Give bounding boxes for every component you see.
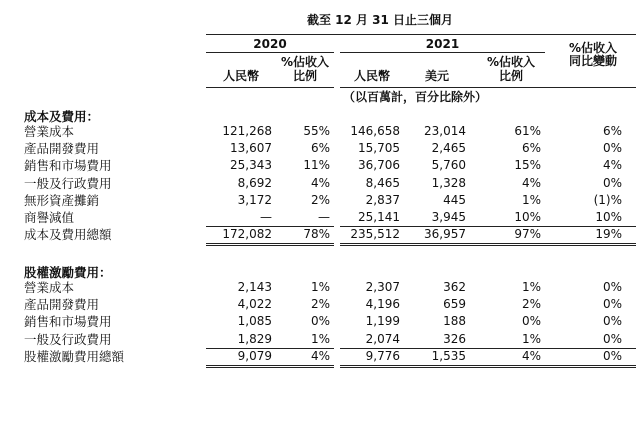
cell-p2020: 11% xyxy=(303,158,330,173)
total-double-rule xyxy=(340,367,636,368)
cell-v2021: 235,512 xyxy=(350,227,400,242)
cell-v2021: 4,196 xyxy=(365,297,400,312)
cell-v2020: — xyxy=(260,210,272,224)
pct-2021-heading: %佔收入 比例 xyxy=(486,55,536,83)
row-label: 銷售和市場費用 xyxy=(24,314,112,330)
total-top-rule xyxy=(206,226,334,227)
cell-p2021: 10% xyxy=(514,210,541,224)
cell-v2021: 36,706 xyxy=(358,158,400,173)
cell-usd: 659 xyxy=(443,297,466,312)
cell-usd: 1,328 xyxy=(431,175,466,190)
cell-v2020: 1,085 xyxy=(237,314,272,329)
cell-p2020: 2% xyxy=(310,192,330,207)
cell-v2020: 1,829 xyxy=(237,331,272,346)
total-double-rule xyxy=(340,245,636,246)
cell-p2021: 4% xyxy=(521,175,541,190)
row-label: 一般及行政費用 xyxy=(24,175,112,191)
cell-v2020: 4,022 xyxy=(237,297,272,312)
cell-p2021: 1% xyxy=(521,280,541,294)
cell-yoy: 4% xyxy=(602,158,622,173)
year-2020-rule xyxy=(206,52,334,53)
cell-v2020: 2,143 xyxy=(237,280,272,294)
total-top-rule xyxy=(340,348,636,349)
cell-p2020: 4% xyxy=(310,348,330,363)
cell-yoy: 19% xyxy=(595,227,622,242)
usd-2021-heading: 美元 xyxy=(424,69,449,83)
row-label: 一般及行政費用 xyxy=(24,331,112,347)
cell-p2021: 1% xyxy=(521,192,541,207)
total-double-rule xyxy=(206,367,334,368)
cell-p2021: 61% xyxy=(514,124,541,138)
cell-p2021: 0% xyxy=(521,314,541,329)
cell-usd: 1,535 xyxy=(431,348,466,363)
cell-v2020: 25,343 xyxy=(230,158,272,173)
year-2020-heading: 2020 xyxy=(253,37,287,51)
period-rule xyxy=(206,34,636,35)
table-row xyxy=(0,141,640,157)
cell-usd: 2,465 xyxy=(431,141,466,156)
cell-yoy: (1)% xyxy=(593,192,622,207)
total-row xyxy=(0,227,640,243)
section-sbc-title: 股權激勵費用： xyxy=(24,265,112,280)
table-row xyxy=(0,158,640,174)
pct-2020-heading: %佔收入 比例 xyxy=(280,55,330,83)
cell-p2020: 78% xyxy=(303,227,330,242)
cell-p2021: 2% xyxy=(521,297,541,312)
row-label: 成本及費用總額 xyxy=(24,227,112,243)
col-rule-2021 xyxy=(340,87,636,88)
cell-yoy: 0% xyxy=(602,331,622,346)
cell-usd: 23,014 xyxy=(424,124,466,138)
total-top-rule xyxy=(206,348,334,349)
section-cost-title: 成本及費用： xyxy=(24,109,100,124)
cell-v2021: 2,307 xyxy=(365,280,400,294)
cell-p2020: 0% xyxy=(310,314,330,329)
cell-usd: 5,760 xyxy=(431,158,466,173)
cell-v2021: 146,658 xyxy=(350,124,400,138)
rmb-2021-heading: 人民幣 xyxy=(353,69,390,83)
cell-v2021: 15,705 xyxy=(358,141,400,156)
cell-v2021: 2,074 xyxy=(365,331,400,346)
cell-v2020: 8,692 xyxy=(237,175,272,190)
row-label: 營業成本 xyxy=(24,280,75,295)
cell-yoy: 6% xyxy=(602,124,622,138)
cell-yoy: 0% xyxy=(602,297,622,312)
table-row xyxy=(0,193,640,209)
yoy-heading: %佔收入 同比變動 xyxy=(568,41,618,68)
cell-p2020: 2% xyxy=(310,297,330,312)
cell-usd: 188 xyxy=(443,314,466,329)
cell-yoy: 10% xyxy=(595,210,622,224)
cell-v2021: 25,141 xyxy=(358,210,400,224)
table-row xyxy=(0,210,640,226)
total-double-rule xyxy=(340,243,636,244)
cell-p2021: 4% xyxy=(521,348,541,363)
total-double-rule xyxy=(340,365,636,366)
cell-p2021: 15% xyxy=(514,158,541,173)
units-note: （以百萬計，百分比除外） xyxy=(342,90,487,104)
cell-usd: 3,945 xyxy=(431,210,466,224)
total-double-rule xyxy=(206,243,334,244)
cell-p2021: 97% xyxy=(514,227,541,242)
table-row xyxy=(0,280,640,296)
cell-p2020: 55% xyxy=(303,124,330,138)
row-label: 銷售和市場費用 xyxy=(24,158,112,174)
table-row xyxy=(0,124,640,140)
cell-usd: 326 xyxy=(443,331,466,346)
row-label: 商譽減值 xyxy=(24,210,75,225)
table-row xyxy=(0,332,640,348)
cell-v2020: 172,082 xyxy=(222,227,272,242)
cell-usd: 36,957 xyxy=(424,227,466,242)
cell-v2021: 1,199 xyxy=(365,314,400,329)
year-2021-rule xyxy=(340,52,545,53)
cell-v2020: 9,079 xyxy=(237,348,272,363)
col-rule-2020 xyxy=(206,87,334,88)
cell-usd: 445 xyxy=(443,192,466,207)
cell-v2021: 9,776 xyxy=(365,348,400,363)
cell-p2020: 1% xyxy=(310,280,330,294)
row-label: 產品開發費用 xyxy=(24,141,100,157)
table-row xyxy=(0,314,640,330)
cell-p2021: 1% xyxy=(521,331,541,346)
total-top-rule xyxy=(340,226,636,227)
cell-yoy: 0% xyxy=(602,175,622,190)
cell-yoy: 0% xyxy=(602,348,622,363)
row-label: 產品開發費用 xyxy=(24,297,100,313)
period-title: 截至 12 月 31 日止三個月 xyxy=(306,13,454,27)
cell-v2020: 121,268 xyxy=(222,124,272,138)
row-label: 無形資產攤銷 xyxy=(24,192,100,208)
total-double-rule xyxy=(206,365,334,366)
cell-yoy: 0% xyxy=(602,314,622,329)
cell-v2021: 8,465 xyxy=(365,175,400,190)
row-label: 股權激勵費用總額 xyxy=(24,348,125,364)
row-label: 營業成本 xyxy=(24,124,75,139)
cell-v2021: 2,837 xyxy=(365,192,400,207)
table-row xyxy=(0,176,640,192)
table-row xyxy=(0,297,640,313)
year-2021-heading: 2021 xyxy=(425,37,460,51)
cell-p2020: 1% xyxy=(310,331,330,346)
cell-yoy: 0% xyxy=(602,280,622,294)
cell-p2020: 6% xyxy=(310,141,330,156)
cell-p2021: 6% xyxy=(521,141,541,156)
cell-yoy: 0% xyxy=(602,141,622,156)
total-row xyxy=(0,349,640,365)
cell-usd: 362 xyxy=(443,280,466,294)
cell-v2020: 3,172 xyxy=(237,192,272,207)
cell-p2020: — xyxy=(318,210,330,224)
total-double-rule xyxy=(206,245,334,246)
rmb-2020-heading: 人民幣 xyxy=(222,69,259,83)
cell-p2020: 4% xyxy=(310,175,330,190)
cell-v2020: 13,607 xyxy=(230,141,272,156)
